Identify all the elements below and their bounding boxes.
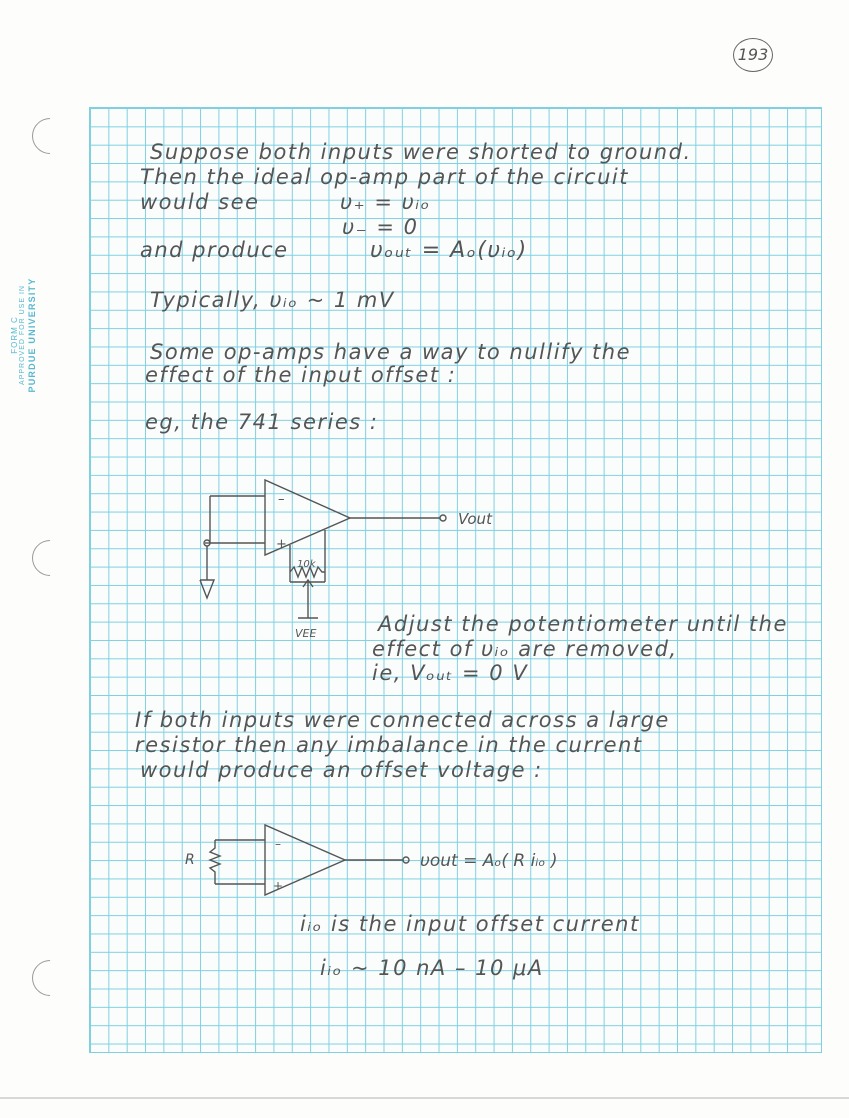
text-line-8: effect of the input offset : xyxy=(145,363,457,387)
circuit2-output-label: υout = Aₒ( R iᵢₒ ) xyxy=(420,851,558,871)
text-line-14: resistor then any imbalance in the current xyxy=(135,733,643,757)
page-number: 193 xyxy=(733,38,773,72)
text-line-16: iᵢₒ is the input offset current xyxy=(300,912,640,936)
form-label xyxy=(10,265,70,405)
text-line-7: Some op-amps have a way to nullify the xyxy=(150,340,631,364)
text-line-10: Adjust the potentiometer until the xyxy=(378,612,788,636)
form-label-line1: FORM C xyxy=(10,316,19,354)
circuit2-resistor-label: R xyxy=(185,852,195,868)
circuit2-minus: – xyxy=(275,837,281,851)
text-line-15: would produce an offset voltage : xyxy=(140,758,543,782)
circuit1-plus: + xyxy=(276,537,287,552)
text-line-1: Suppose both inputs were shorted to ground. xyxy=(150,140,692,164)
text-line-11: effect of υᵢₒ are removed, xyxy=(372,637,678,661)
equation-vminus: υ₋ = 0 xyxy=(342,215,419,239)
binder-hole xyxy=(25,111,76,162)
text-line-9: eg, the 741 series : xyxy=(145,410,379,434)
circuit2-plus: + xyxy=(273,879,284,893)
scan-edge xyxy=(0,1097,849,1099)
circuit1-pot-label: 10k xyxy=(297,559,316,570)
text-line-12: ie, Vₒᵤₜ = 0 V xyxy=(372,661,529,685)
binder-hole xyxy=(25,533,76,584)
text-line-3: would see xyxy=(140,190,260,214)
circuit1-minus: – xyxy=(278,492,285,507)
circuit1-output-label: Vout xyxy=(458,510,492,528)
circuit-offset-current xyxy=(175,820,645,900)
form-label-line2: APPROVED FOR USE IN xyxy=(19,285,27,385)
equation-vplus: υ₊ = υᵢₒ xyxy=(340,190,431,214)
text-line-5a: and produce xyxy=(140,238,289,262)
text-line-6: Typically, υᵢₒ ~ 1 mV xyxy=(150,288,395,312)
binder-hole xyxy=(25,953,76,1004)
equation-vout: υₒᵤₜ = Aₒ(υᵢₒ) xyxy=(370,238,528,263)
circuit1-supply-label: VEE xyxy=(295,627,317,640)
text-line-17: iᵢₒ ~ 10 nA – 10 μA xyxy=(320,956,544,980)
text-line-2: Then the ideal op-amp part of the circuit xyxy=(140,165,629,189)
form-label-line3: PURDUE UNIVERSITY xyxy=(27,277,38,393)
text-line-13: If both inputs were connected across a large xyxy=(135,708,670,732)
